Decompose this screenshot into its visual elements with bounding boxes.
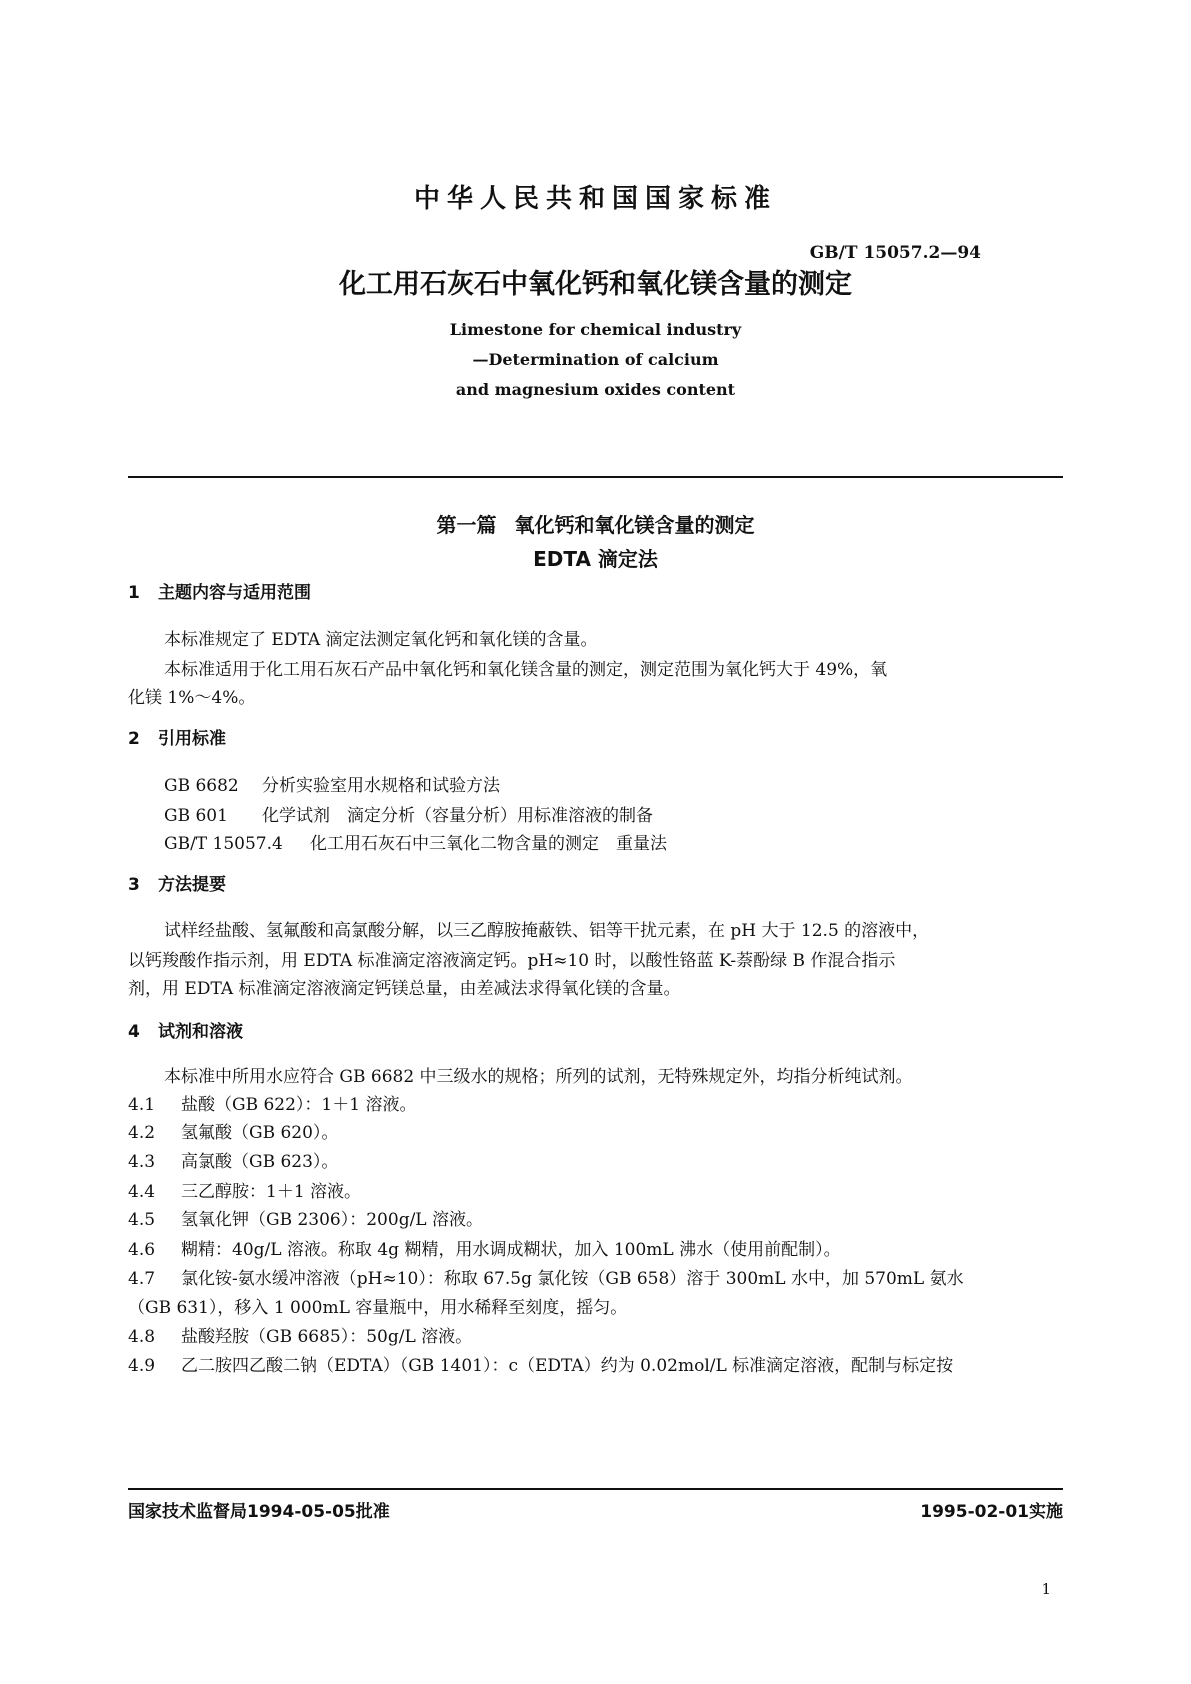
page-number: 1 xyxy=(1041,1580,1051,1598)
footer-divider xyxy=(128,1488,1063,1490)
reagent-item xyxy=(128,1090,416,1115)
part-method: EDTA 滴定法 xyxy=(533,547,658,571)
paragraph-line: 化镁 1%～4%。 xyxy=(128,688,256,708)
section-title: 方法提要 xyxy=(158,875,226,895)
reference-code: GB/T 15057.4 xyxy=(164,834,283,854)
paragraph-line: 本标准中所用水应符合 GB 6682 中三级水的规格；所列的试剂，无特殊规定外，均指分析纯试剂。 xyxy=(164,1067,913,1087)
effective-date: 1995-02-01实施 xyxy=(920,1502,1063,1522)
reference-item xyxy=(164,829,667,854)
section-heading xyxy=(128,870,226,895)
title-en-line: Limestone for chemical industry xyxy=(449,320,742,339)
item-number: 4.7 xyxy=(128,1269,156,1289)
header-divider xyxy=(128,476,1063,478)
approval-date: 国家技术监督局1994-05-05批准 xyxy=(128,1502,390,1522)
item-text: 三乙醇胺：1＋1 溶液。 xyxy=(181,1182,362,1202)
section-heading xyxy=(128,724,226,749)
item-text: 乙二胺四乙酸二钠（EDTA）（GB 1401）：c（EDTA）约为 0.02mol/L 标准滴定溶液，配制与标定按 xyxy=(181,1356,954,1376)
paragraph-line: 剂，用 EDTA 标准滴定溶液滴定钙镁总量，由差减法求得氧化镁的含量。 xyxy=(128,979,681,999)
reference-name: 分析实验室用水规格和试验方法 xyxy=(262,776,500,796)
reference-item xyxy=(164,801,653,826)
item-number: 4.9 xyxy=(128,1356,156,1376)
reference-code: GB 6682 xyxy=(164,776,239,796)
reagent-item xyxy=(128,1235,841,1260)
title-en-line: —Determination of calcium xyxy=(472,350,719,369)
item-number: 4.1 xyxy=(128,1095,156,1115)
section-title: 主题内容与适用范围 xyxy=(158,583,311,603)
title-en-line: and magnesium oxides content xyxy=(455,380,736,399)
reagent-item xyxy=(128,1322,472,1347)
section-title: 试剂和溶液 xyxy=(158,1022,243,1042)
part-title: 氧化钙和氧化镁含量的测定 xyxy=(514,513,755,537)
reagent-item xyxy=(128,1264,964,1289)
item-number: 4.3 xyxy=(128,1152,156,1172)
section-title: 引用标准 xyxy=(158,729,226,749)
standard-number: GB/T 15057.2—94 xyxy=(809,243,981,263)
document-title-en xyxy=(0,315,1191,405)
item-text: 高氯酸（GB 623）。 xyxy=(181,1152,339,1172)
section-number: 4 xyxy=(128,1022,140,1042)
item-number: 4.2 xyxy=(128,1123,156,1143)
reference-code: GB 601 xyxy=(164,806,228,826)
paragraph-line: 试样经盐酸、氢氟酸和高氯酸分解，以三乙醇胺掩蔽铁、铝等干扰元素，在 pH 大于 12.5 的溶液中， xyxy=(164,921,930,941)
item-number: 4.8 xyxy=(128,1327,156,1347)
paragraph-line: 本标准适用于化工用石灰石产品中氧化钙和氧化镁含量的测定，测定范围为氧化钙大于 49%，氧 xyxy=(164,660,888,680)
section-number: 2 xyxy=(128,729,140,749)
item-text: 糊精：40g/L 溶液。称取 4g 糊精，用水调成糊状，加入 100mL 沸水（使用前配制）。 xyxy=(181,1240,841,1260)
item-number: 4.5 xyxy=(128,1210,156,1230)
section-number: 3 xyxy=(128,875,140,895)
paragraph-line: 以钙羧酸作指示剂，用 EDTA 标准滴定溶液滴定钙。pH≈10 时，以酸性铬蓝 K-萘酚绿 B 作混合指示 xyxy=(128,951,896,971)
item-number: 4.6 xyxy=(128,1240,156,1260)
paragraph-line: （GB 631），移入 1 000mL 容量瓶中，用水稀释至刻度，摇匀。 xyxy=(128,1298,628,1318)
reference-item xyxy=(164,771,500,796)
section-heading xyxy=(128,1017,243,1042)
item-text: 氢氧化钾（GB 2306）：200g/L 溶液。 xyxy=(181,1210,483,1230)
part-heading xyxy=(0,508,1191,576)
item-text: 盐酸（GB 622）：1＋1 溶液。 xyxy=(181,1095,417,1115)
section-heading xyxy=(128,578,311,603)
reagent-item xyxy=(128,1205,483,1230)
reference-name: 化学试剂 滴定分析（容量分析）用标准溶液的制备 xyxy=(262,806,653,826)
reagent-item xyxy=(128,1351,953,1376)
national-standard-heading: 中华人民共和国国家标准 xyxy=(413,184,777,214)
item-text: 氢氟酸（GB 620）。 xyxy=(181,1123,339,1143)
section-number: 1 xyxy=(128,583,140,603)
document-title-cn: 化工用石灰石中氧化钙和氧化镁含量的测定 xyxy=(339,269,852,300)
reference-name: 化工用石灰石中三氧化二物含量的测定 重量法 xyxy=(310,834,667,854)
reagent-item xyxy=(128,1118,338,1143)
reagent-item xyxy=(128,1147,338,1172)
item-number: 4.4 xyxy=(128,1182,156,1202)
item-text: 盐酸羟胺（GB 6685）：50g/L 溶液。 xyxy=(181,1327,473,1347)
item-text: 氯化铵-氨水缓冲溶液（pH≈10）：称取 67.5g 氯化铵（GB 658）溶于 300mL 水中，加 570mL 氨水 xyxy=(181,1269,964,1289)
paragraph-line: 本标准规定了 EDTA 滴定法测定氧化钙和氧化镁的含量。 xyxy=(164,630,598,650)
part-label: 第一篇 xyxy=(436,513,497,537)
reagent-item xyxy=(128,1177,361,1202)
